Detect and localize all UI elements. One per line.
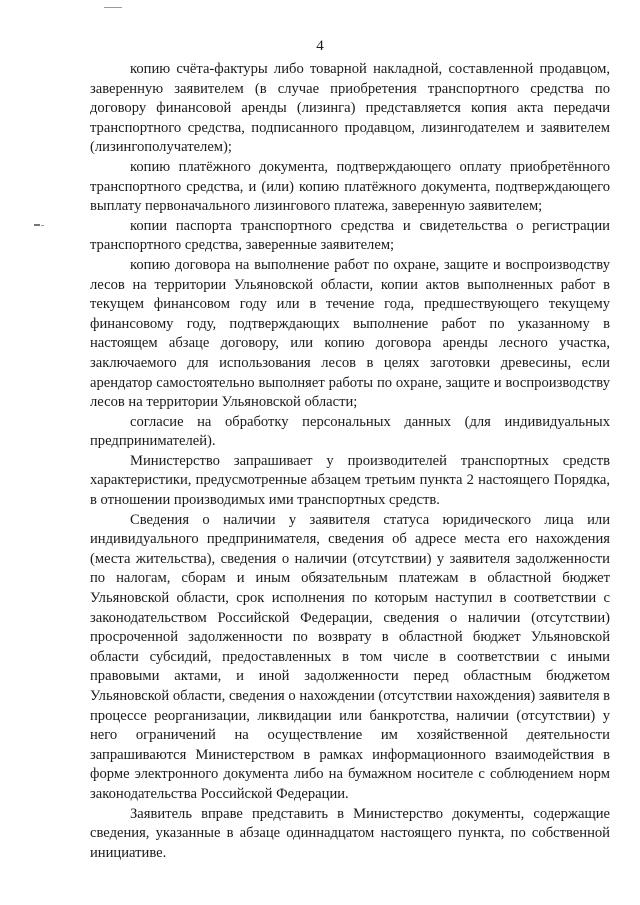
- scan-artifact-top: [104, 7, 122, 8]
- paragraph-own-initiative: Заявитель вправе представить в Министерство документы, содержащие сведения, указанные в абзаце одиннадцатом настоящего пункта, по собственной инициативе.: [90, 805, 610, 861]
- paragraph-ministry-request: Министерство запрашивает у производителей транспортных средств характеристики, предусмотренные абзацем третьим пункта 2 настоящего Порядка, в отношении производимых ими транспортных средств.: [90, 452, 610, 509]
- paragraph-applicant-information: Сведения о наличии у заявителя статуса юридического лица или индивидуального предпринимателя, сведения об адресе места его нахождения (места жительства), сведения о наличии (отсутствии) у заявителя задолженности по налогам, сборам и иным обязательным платежам в областной бюджет Ульяновской области, срок исполнения по которым наступил в соответствии с законодательством Российской Федерации, сведения о наличии (отсутствии) просроченной задолженности по возврату в областной бюджет Ульяновской области субсидий, предоставленных в том числе в соответствии с иными правовыми актами, и иной задолженности перед областным бюджетом Ульяновской области, сведения о нахождении (отсутствии нахождения) заявителя в процессе реорганизации, ликвидации или банкротства, наличии (отсутствии) у него ограничений на осуществление им хозяйственной деятельности запрашиваются Министерством в рамках информационного взаимодействия в форме электронного документа либо на бумажном носителе с соблюдением норм законодательства Российской Федерации.: [90, 511, 610, 802]
- scan-artifact-left: [34, 224, 40, 226]
- paragraph-vehicle-passport: копии паспорта транспортного средства и свидетельства о регистрации транспортного средства, заверенные заявителем;: [90, 217, 610, 254]
- page-number: 4: [316, 38, 324, 54]
- document-body: [90, 60, 610, 863]
- scan-artifact-left-2: [41, 225, 44, 226]
- paragraph-forest-contract: копию договора на выполнение работ по охране, защите и воспроизводству лесов на территории Ульяновской области, копии актов выполненных работ в текущем финансовом году или в течение года, предшествующего текущему финансовому году, подтверждающих выполнение работ по указанному в настоящем абзаце договору, или копию договора аренды лесного участка, заключаемого для использования лесов в целях заготовки древесины, если арендатор самостоятельно выполняет работы по охране, защите и воспроизводству лесов на территории Ульяновской области;: [90, 256, 610, 411]
- paragraph-personal-data-consent: согласие на обработку персональных данных (для индивидуальных предпринимателей).: [90, 413, 610, 450]
- paragraph-invoice-copy: копию счёта-фактуры либо товарной накладной, составленной продавцом, заверенную заявителем (в случае приобретения транспортного средства по договору финансовой аренды (лизинга) представляется копия акта передачи транспортного средства, подписанного продавцом, лизингодателем и заявителем (лизингополучателем);: [90, 61, 610, 156]
- paragraph-payment-document: копию платёжного документа, подтверждающего оплату приобретённого транспортного средства, и (или) копию платёжного документа, подтверждающего выплату первоначального лизингового платежа, заверенную заявителем;: [90, 158, 610, 215]
